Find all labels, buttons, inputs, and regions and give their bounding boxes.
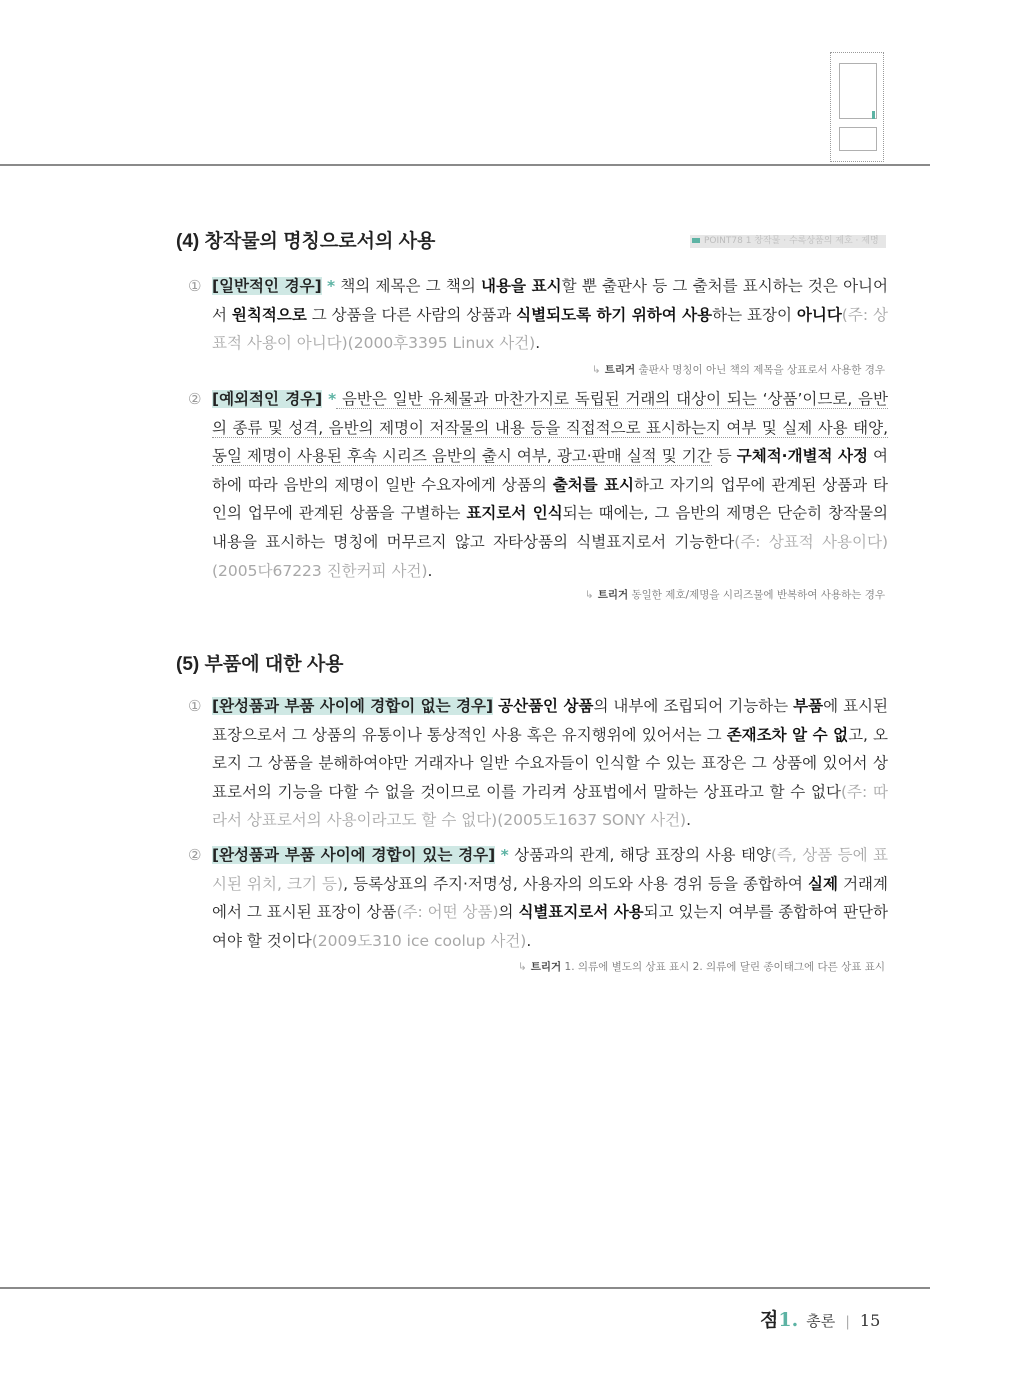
case-citation: (주: 상표적 사용이 아니다)(2000후3395 Linux 사건) [212, 305, 888, 353]
footer-separator: | [845, 1314, 850, 1330]
case-citation: (2009도310 ice coolup 사건) [311, 931, 527, 950]
case-label: [예외적인 경우] [212, 390, 323, 408]
text: . [427, 561, 433, 580]
door-icon [830, 52, 884, 162]
text: 책의 제목은 그 책의 [335, 277, 482, 295]
trigger-text: 출판사 명칭이 아닌 책의 제목을 상표로서 사용한 경우 [638, 364, 885, 376]
star-mark: * [326, 277, 336, 295]
s5-item-1 [188, 692, 888, 835]
star-mark: * [328, 390, 337, 408]
s4-item-2 [188, 385, 888, 585]
s5-item-2 [188, 841, 888, 955]
bold-text: 내용을 표시 [481, 277, 562, 295]
chapter-word: 점 [760, 1310, 779, 1331]
s4-item-1-body [212, 272, 888, 358]
tag-marker-icon [692, 238, 700, 243]
text: 의 내부에 조립되어 기능하는 [593, 697, 794, 715]
s5-item-2-number: ② [188, 846, 202, 864]
text: . [535, 334, 541, 353]
text: 여하에 따라 음반의 제명이 일반 수요자에게 상품의 [212, 447, 888, 494]
bold-text: 표지로서 인식 [466, 504, 563, 523]
footer-rule [0, 1287, 930, 1289]
bold-text: 실제 [808, 874, 838, 893]
text: 하는 표장이 [712, 305, 797, 324]
text: . [526, 931, 532, 950]
gray-note: (즉, 상품 등에 표시된 위치, 크기 등) [212, 846, 888, 893]
s5-item-2-body [212, 841, 888, 955]
bold-text: 아니다 [796, 305, 842, 324]
bold-text: 식별되도록 하기 위하여 사용 [516, 305, 713, 324]
bold-text: 구체적·개별적 사정 [736, 447, 868, 466]
trigger-label: 트리거 [530, 961, 562, 973]
s5-item-1-number: ① [188, 697, 202, 715]
s4-item-2-number: ② [188, 390, 202, 408]
text: 등 [711, 447, 737, 466]
text: . [686, 811, 692, 830]
text: 상품과의 관계, 해당 표장의 사용 태양 [508, 846, 771, 864]
trigger-note [518, 959, 885, 974]
text: 고, 오로지 그 상품을 분해하여야만 거래자나 일반 수요자들이 인식할 수 있는 표장은 그 상품에 있어서 상표로서의 기능을 다할 수 없을 것이므로 이를 가리켜 상표법에서 말하는 상표라고 할 수 없다 [212, 725, 888, 801]
s4-item-2-body [212, 385, 888, 585]
section-5-heading: (5) 부품에 대한 사용 [176, 654, 344, 675]
case-label: [완성품과 부품 사이에 경합이 없는 경우] [212, 697, 494, 715]
trigger-icon: ↳ [584, 589, 594, 601]
bold-text: 출처를 표시 [552, 475, 634, 494]
text: 거래계에서 그 표시된 표장이 상품 [212, 874, 888, 922]
trigger-note [585, 587, 885, 602]
page-number: 15 [859, 1311, 881, 1330]
bold-text: 공산품인 상품 [498, 697, 594, 715]
case-label: [일반적인 경우] [212, 277, 322, 295]
section-4-heading: (4) 창작물의 명칭으로서의 사용 [176, 231, 436, 252]
trigger-note [592, 362, 885, 377]
gray-note: (주: 어떤 상품) [396, 903, 499, 922]
text: , 등록상표의 주지·저명성, 사용자의 의도와 사용 경위 등을 종합하여 [343, 874, 809, 893]
trigger-icon: ↳ [591, 364, 601, 376]
trigger-label: 트리거 [597, 589, 629, 601]
underlined-text: 음반은 일반 유체물과 마찬가지로 독립된 거래의 대상이 되는 ‘상품’이므로, 음반의 종류 및 성격, 음반의 제명이 저작물의 내용 등을 직접적으로 표시하는지 여부 및 실제 사용 태양, 동일 제명이 사용된 후속 시리즈 음반의 출시 여부, 광고·판매 실적 및 기간 [212, 390, 888, 466]
chapter-title: 총론 [806, 1312, 836, 1330]
trigger-icon: ↳ [517, 961, 527, 973]
text: 에 표시된 표장으로서 그 상품의 유통이나 통상적인 사용 혹은 유지행위에 있어서는 그 [212, 697, 888, 744]
text: 되는 때에는, 그 음반의 제명은 단순히 창작물의 내용을 표시하는 명칭에 머무르지 않고 자타상품의 식별표지로서 기능한다 [212, 504, 888, 551]
bold-text: 부품 [793, 697, 824, 715]
case-citation: (주: 따라서 상표로서의 사용이라고도 할 수 없다)(2005도1637 SONY 사건) [212, 782, 888, 830]
bold-text: 존재조차 알 수 없 [726, 725, 849, 744]
s4-item-1 [188, 272, 888, 358]
trigger-label: 트리거 [604, 364, 636, 376]
chapter-number: 1. [778, 1309, 799, 1331]
bold-text: 원칙적으로 [231, 305, 307, 324]
bold-text: 식별표지로서 사용 [518, 903, 644, 922]
trigger-text: 동일한 제호/제명을 시리즈물에 반복하여 사용하는 경우 [631, 589, 885, 601]
text: 할 뿐 출판사 등 그 출처를 표시하는 것은 아니어서 [212, 277, 889, 324]
s5-item-1-body [212, 692, 888, 835]
door-knob [872, 111, 875, 119]
point-tag-text: POINT78 1 창작물 · 수록상품의 제호 · 제명 [704, 236, 879, 246]
case-label: [완성품과 부품 사이에 경합이 있는 경우] [212, 846, 496, 864]
star-mark: * [500, 846, 509, 864]
trigger-text: 1. 의류에 별도의 상표 표시 2. 의류에 달린 종이태그에 다른 상표 표시 [564, 961, 885, 973]
case-citation: (주: 상표적 사용이다)(2005다67223 진한커피 사건) [212, 532, 888, 580]
text: 되고 있는지 여부를 종합하여 판단하여야 할 것이다 [212, 903, 889, 950]
text: 의 [498, 903, 519, 922]
door-panel-lower [839, 127, 877, 151]
text: 하고 자기의 업무에 관계된 상품과 타인의 업무에 관계된 상품을 구별하는 [212, 475, 889, 523]
point-tag [690, 235, 886, 248]
text: 그 상품을 다른 사람의 상품과 [306, 305, 517, 324]
s4-item-1-number: ① [188, 277, 202, 295]
page-footer [760, 1305, 880, 1332]
header-rule [0, 164, 930, 166]
